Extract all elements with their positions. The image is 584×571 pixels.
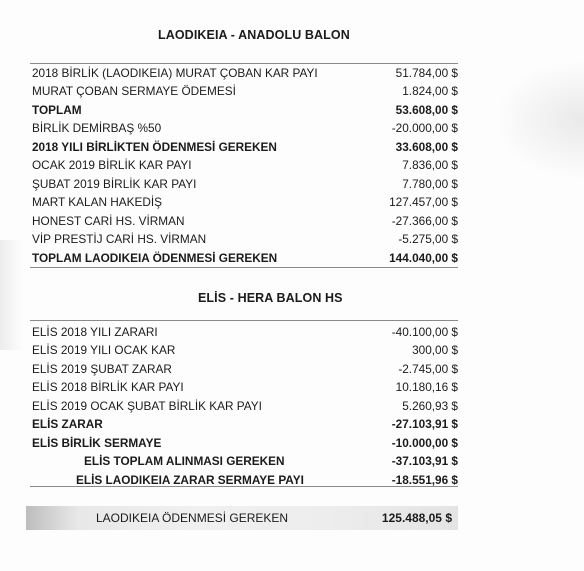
row-label: ELİS 2018 YILI ZARARI [32,324,158,339]
row-amount: 1.824,00 $ [402,84,458,98]
table-row [32,450,460,469]
row-amount: -10.000,00 $ [391,435,458,450]
final-total-bar [26,506,458,530]
row-amount: 144.040,00 $ [389,250,458,265]
row-label: BİRLİK DEMİRBAŞ %50 [32,121,162,135]
row-amount: 7.780,00 $ [402,176,458,191]
row-amount: 5.260,93 $ [402,398,458,413]
table-row [32,98,460,117]
row-label: ŞUBAT 2019 BİRLİK KAR PAYI [32,176,197,191]
row-amount: 33.608,00 $ [395,139,458,154]
section1-title: LAODIKEIA - ANADOLU BALON [158,28,350,42]
row-label: 2018 BİRLİK (LAODIKEIA) MURAT ÇOBAN KAR PAYI [32,65,318,80]
row-amount: -5.275,00 $ [398,232,458,246]
row-label: VİP PRESTİJ CARİ HS. VİRMAN [32,232,207,246]
row-amount: 10.180,16 $ [395,380,458,394]
row-label: ELİS 2019 OCAK ŞUBAT BİRLİK KAR PAYI [32,398,262,413]
table-row [32,172,460,191]
table-row [32,135,460,154]
row-amount: 127.457,00 $ [389,195,458,209]
row-label: MART KALAN HAKEDİŞ [32,195,163,209]
row-label: MURAT ÇOBAN SERMAYE ÖDEMESİ [32,84,236,98]
row-amount: 51.784,00 $ [395,65,458,80]
table-row [32,61,460,80]
row-amount: -27.103,91 $ [391,417,458,431]
table-row [32,431,460,450]
section2-bottom-rule [30,486,458,487]
row-label: ELİS ZARAR [32,417,103,431]
row-amount: -18.551,96 $ [391,472,458,487]
table-row [32,117,460,136]
table-row [32,80,460,99]
row-label: TOPLAM [32,102,82,117]
scan-shadow-right [494,60,584,180]
row-amount: -37.103,91 $ [391,454,458,468]
table-row [32,468,460,487]
row-label: OCAK 2019 BİRLİK KAR PAYI [32,158,192,172]
table-row [32,228,460,247]
row-amount: -20.000,00 $ [391,121,458,135]
table-row [32,154,460,173]
row-amount: -40.100,00 $ [391,324,458,339]
row-amount: -2.745,00 $ [398,361,458,376]
row-amount: 7.836,00 $ [402,158,458,172]
section2-title: ELİS - HERA BALON HS [198,291,343,305]
table-row [32,246,460,265]
row-label: ELİS LAODIKEIA ZARAR SERMAYE PAYI [76,472,304,487]
row-label: ELİS TOPLAM ALINMASI GEREKEN [84,454,285,468]
row-label: ELİS BİRLİK SERMAYE [32,435,162,450]
table-row [32,357,460,376]
section2-table [32,320,460,487]
table-row [32,339,460,358]
row-label: HONEST CARİ HS. VİRMAN [32,213,185,228]
row-amount: 53.608,00 $ [395,102,458,117]
row-label: ELİS 2019 ŞUBAT ZARAR [32,361,172,376]
final-amount: 125.488,05 $ [381,511,452,525]
row-label: ELİS 2018 BİRLİK KAR PAYI [32,380,184,394]
row-amount: 300,00 $ [412,343,458,357]
row-label: 2018 YILI BİRLİKTEN ÖDENMESİ GEREKEN [32,139,277,154]
table-row [32,320,460,339]
table-row [32,191,460,210]
section1-bottom-rule [30,267,458,268]
table-row [32,376,460,395]
row-label: TOPLAM LAODIKEIA ÖDENMESİ GEREKEN [32,250,278,265]
row-amount: -27.366,00 $ [391,213,458,228]
scan-shadow-left [0,240,22,350]
section1-table [32,61,460,265]
row-label: ELİS 2019 YILI OCAK KAR [32,343,176,357]
table-row [32,209,460,228]
final-label: LAODIKEIA ÖDENMESİ GEREKEN [96,511,289,525]
table-row [32,413,460,432]
table-row [32,394,460,413]
